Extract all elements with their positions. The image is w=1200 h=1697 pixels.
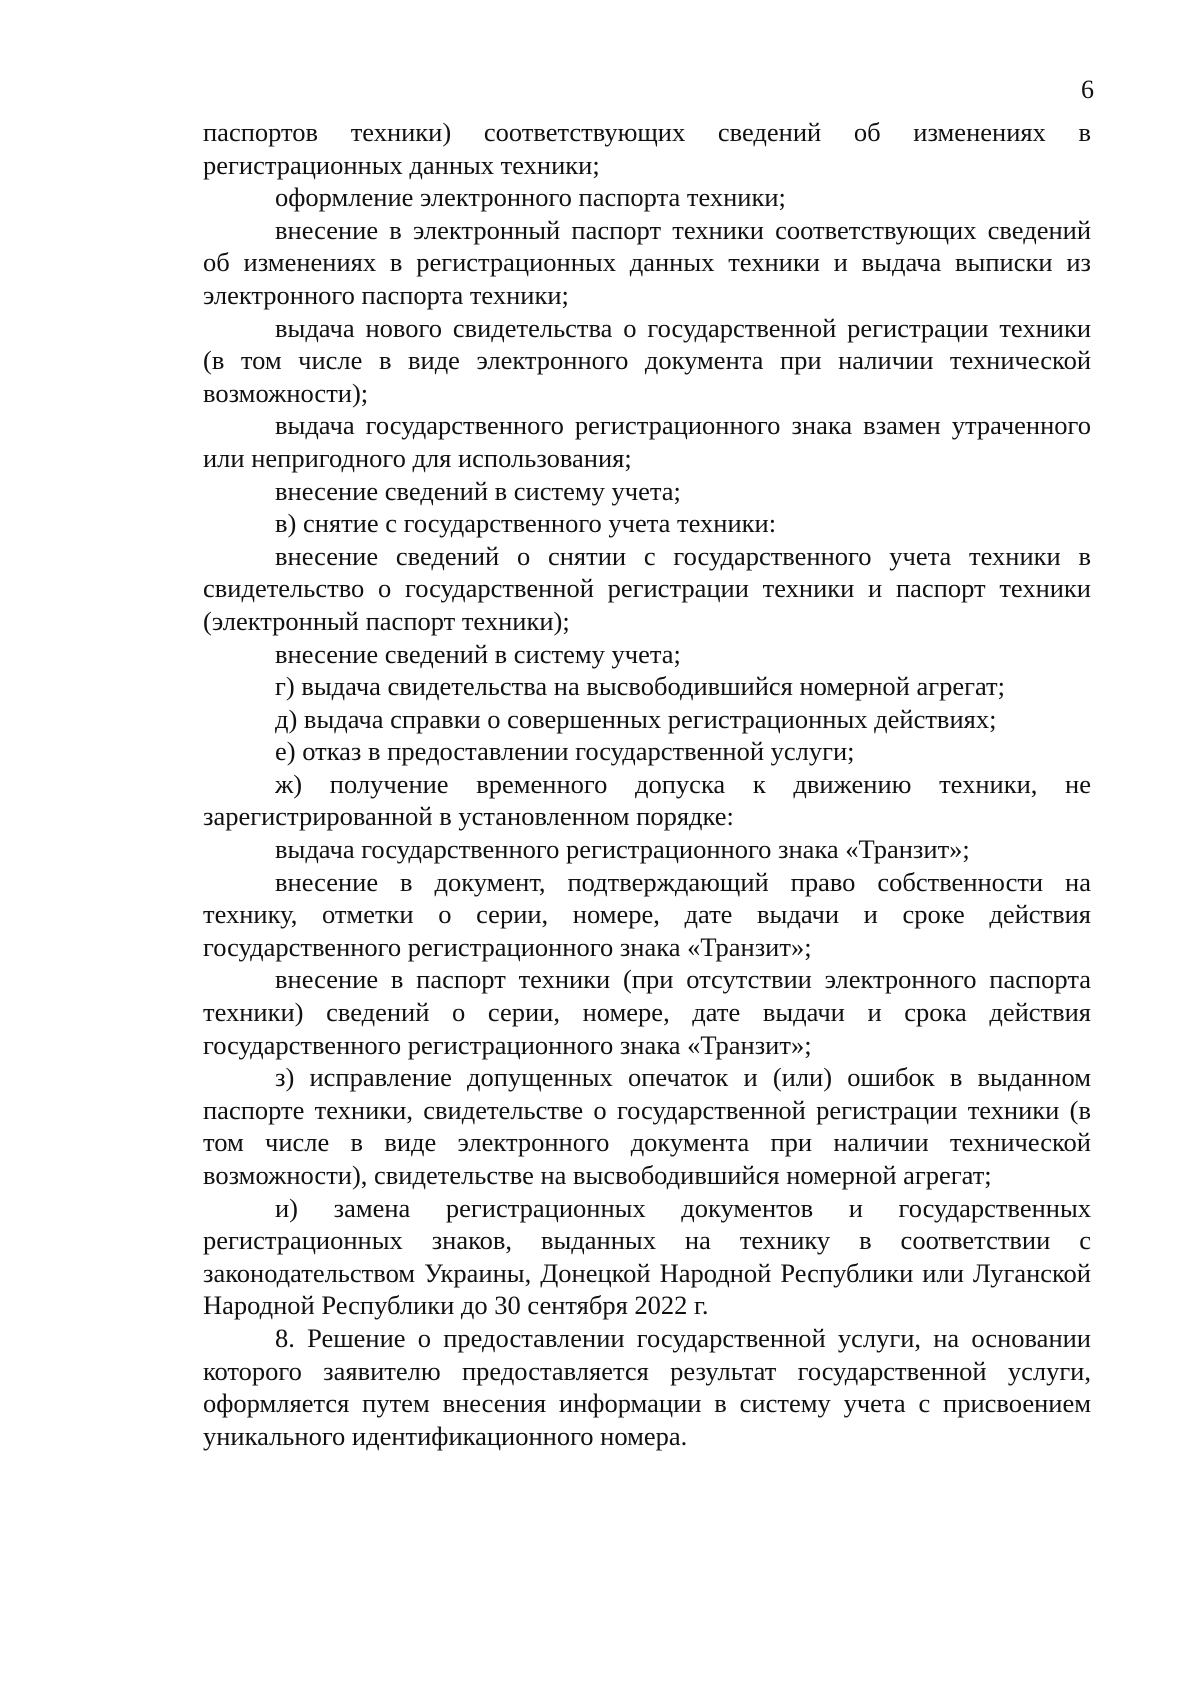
paragraph: г) выдача свидетельства на высвободившийся номерной агрегат; [275,671,1005,702]
paragraph: и) замена регистрационных документов и государственных регистрационных знаков, выданных на технику в соответствии с законодательством Украины, Донецкой Народной Республики или Луганской Народной Республики до 30 сентября 2022 г. [203,1192,1091,1321]
page-number: 6 [1081,75,1094,104]
paragraph: 8. Решение о предоставлении государственной услуги, на основании которого заявителю предоставляется результат государственной услуги, оформляется путем внесения информации в систему учета с присвоением уникального идентификационного номера. [203,1322,1091,1451]
paragraph: внесение в документ, подтверждающий право собственности на технику, отметки о серии, номере, дате выдачи и сроке действия государственного регистрационного знака «Транзит»; [203,866,1091,962]
document-body [203,116,1091,1452]
paragraph: е) отказ в предоставлении государственной услуги; [275,736,855,767]
paragraph: выдача государственного регистрационного знака взамен утраченного или непригодного для использования; [203,410,1091,473]
paragraph: оформление электронного паспорта техники; [275,182,786,213]
paragraph: внесение сведений в систему учета; [275,475,681,506]
paragraph: з) исправление допущенных опечаток и (или) ошибок в выданном паспорте техники, свидетельстве о государственной регистрации техники (в том числе в виде электронного документа при наличии технической возможности), свидетельстве на высвободившийся номерной агрегат; [203,1062,1091,1190]
paragraph: в) снятие с государственного учета техники: [275,508,777,539]
paragraph: д) выдача справки о совершенных регистрационных действиях; [275,703,997,734]
paragraph: паспортов техники) соответствующих сведений об изменениях в регистрационных данных техники; [203,117,1091,180]
paragraph: выдача государственного регистрационного знака «Транзит»; [275,834,970,865]
paragraph: внесение в паспорт техники (при отсутствии электронного паспорта техники) сведений о серии, номере, дате выдачи и срока действия государственного регистрационного знака «Транзит»; [203,964,1091,1060]
paragraph: внесение сведений в систему учета; [275,638,681,669]
paragraph: внесение в электронный паспорт техники соответствующих сведений об изменениях в регистрационных данных техники и выдача выписки из электронного паспорта техники; [203,214,1091,310]
paragraph: внесение сведений о снятии с государственного учета техники в свидетельство о государственной регистрации техники и паспорт техники (электронный паспорт техники); [203,540,1091,636]
paragraph: ж) получение временного допуска к движению техники, не зарегистрированной в установленном порядке: [203,768,1091,832]
paragraph: выдача нового свидетельства о государственной регистрации техники (в том числе в виде электронного документа при наличии технической возможности); [203,312,1091,408]
